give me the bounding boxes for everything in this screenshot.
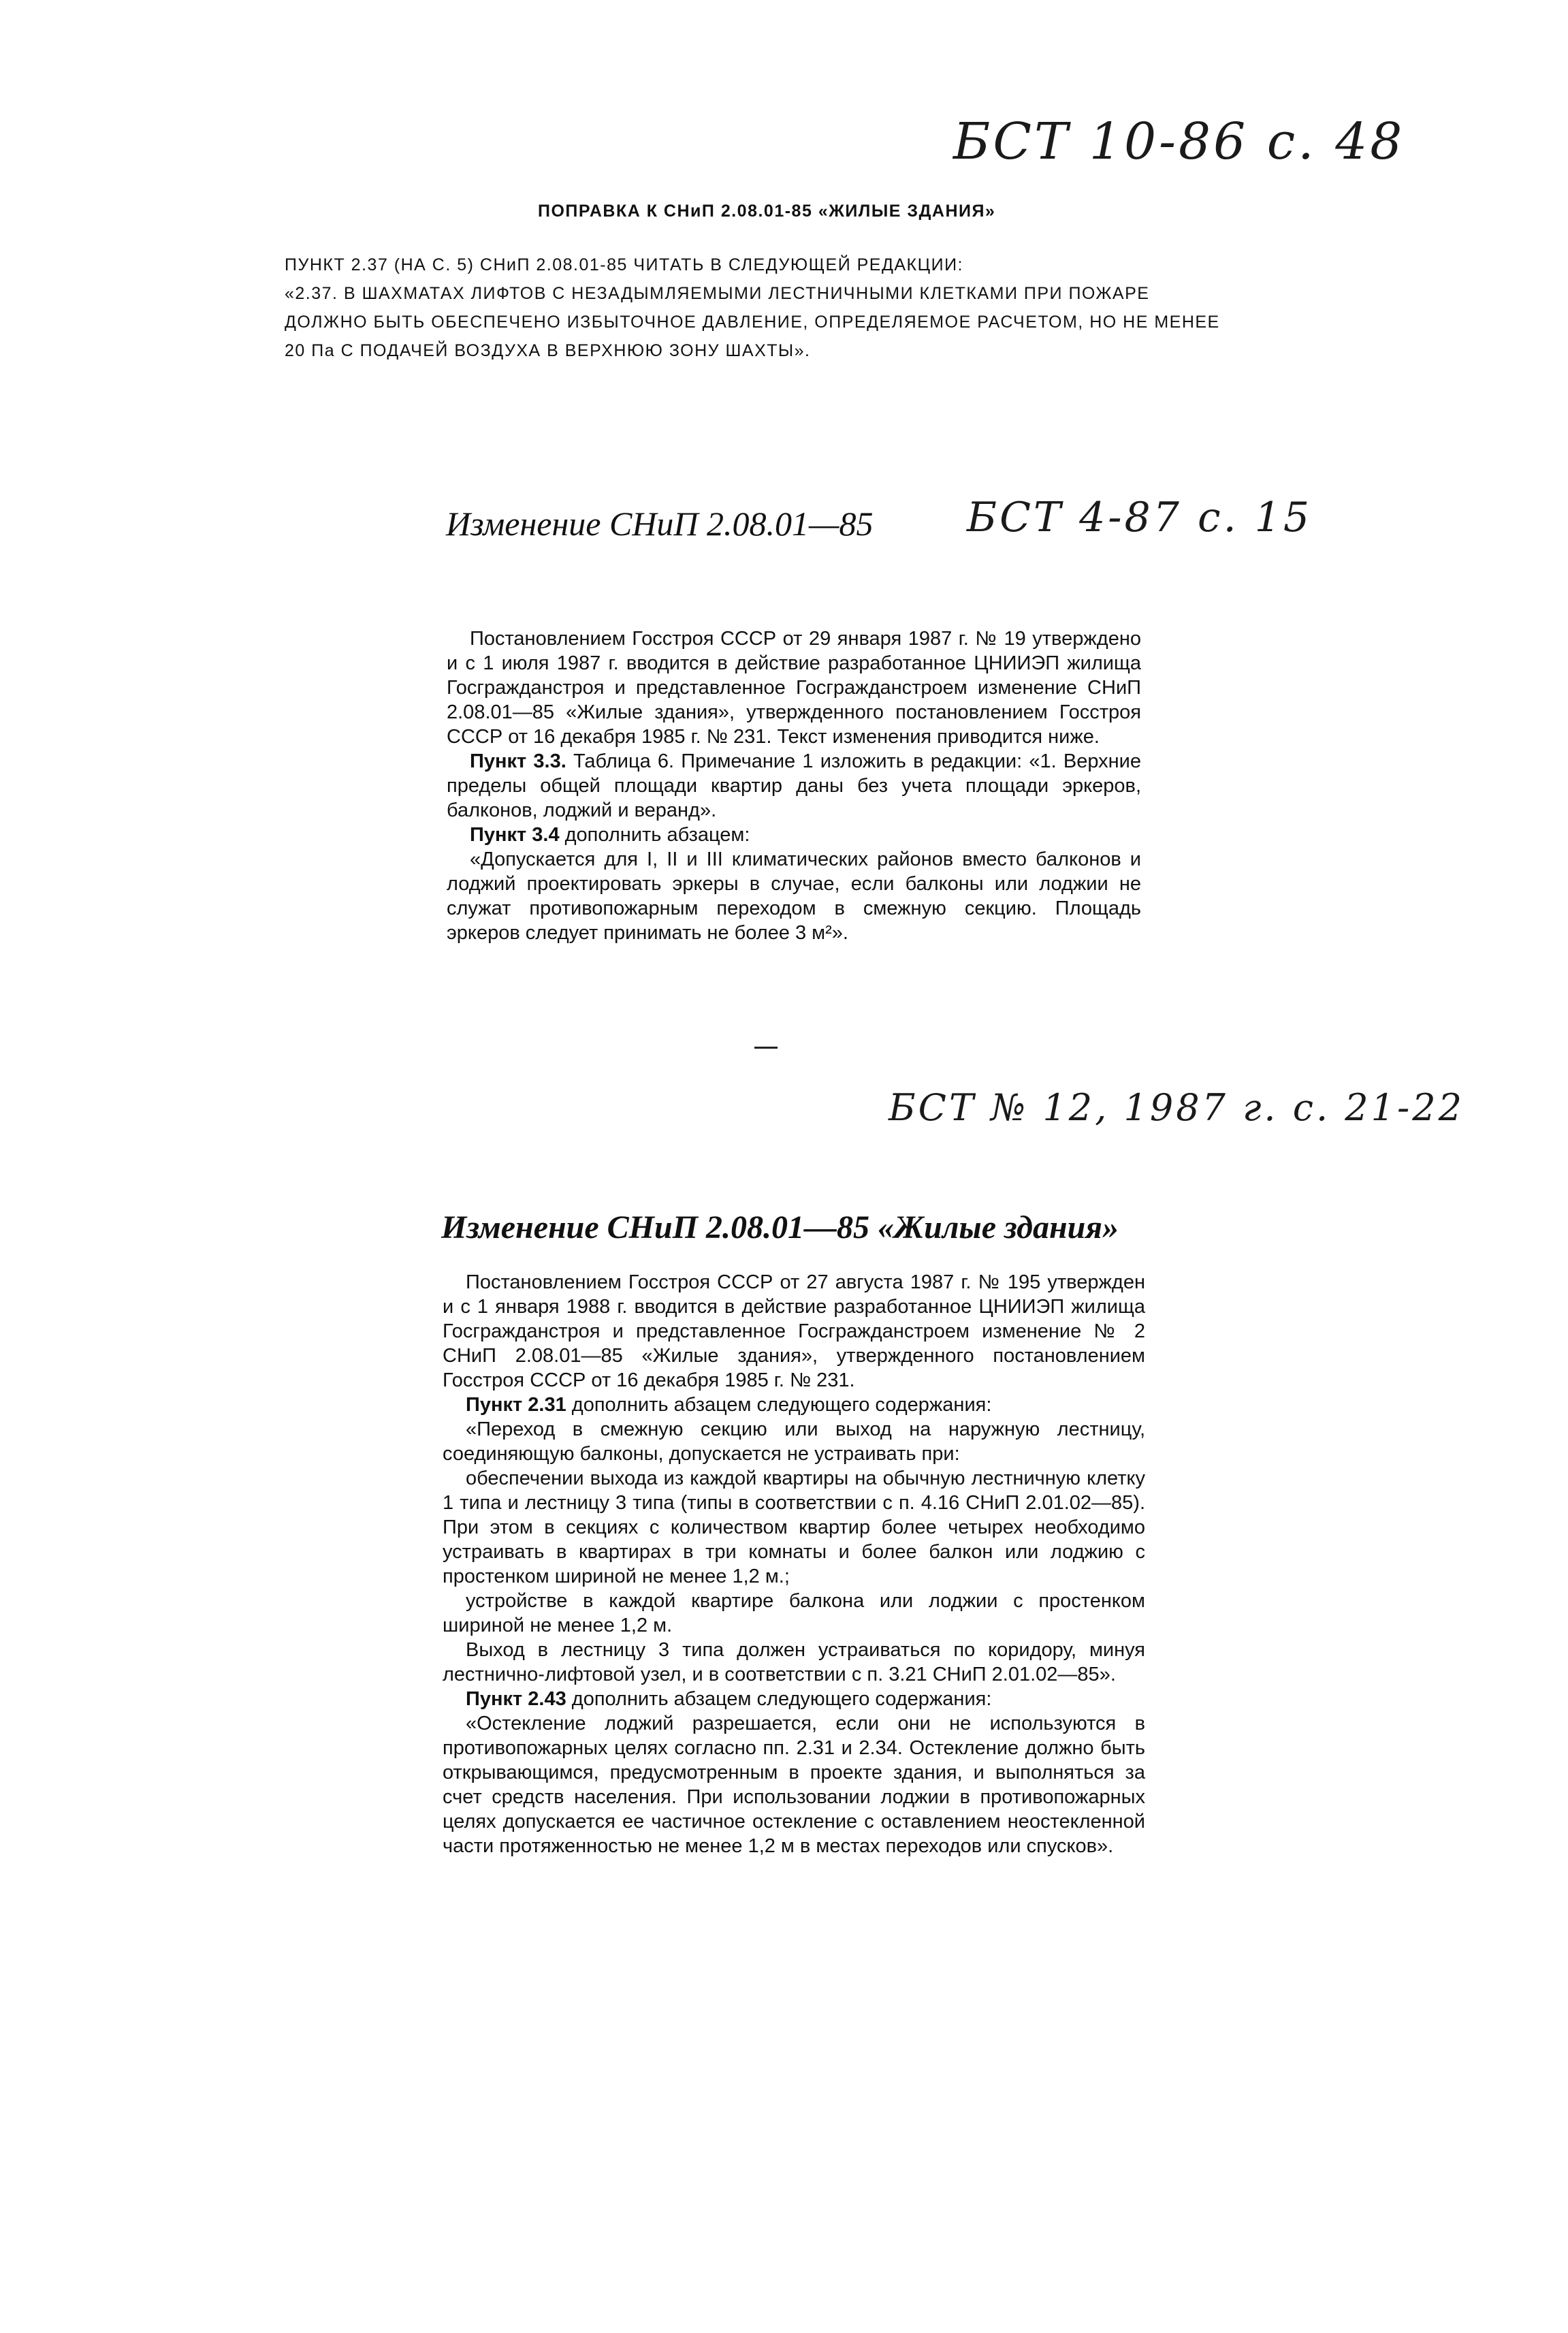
change2-condition-1: обеспечении выхода из каждой квартиры на обычную лестничную клетку 1 типа и лестницу 3 типа (типы в соответствии с п. 4.16 СНиП 2.01.02—85). При этом в секциях с количеством квартир более четырех необходимо устраивать в квартирах в три комнаты и более балкон или лоджию с простенком шириной не менее 1,2 м.; (443, 1467, 1145, 1587)
item-text: Таблица 6. Примечание 1 изложить в редакции: «1. Верхние пределы общей площади квартир даны без учета площади эркеров, балконов, лоджий и веранд». (447, 750, 1142, 821)
change1-item-3-3 (447, 749, 1141, 823)
correction-line: «2.37. В ШАХМАТАХ ЛИФТОВ С НЕЗАДЫМЛЯЕМЫМИ ЛЕСТНИЧНЫМИ КЛЕТКАМИ ПРИ ПОЖАРЕ (285, 284, 1150, 303)
change2-glazing-quote: «Остекление лоджий разрешается, если они не используются в противопожарных целях согласно пп. 2.31 и 2.34. Остекление должно быть открывающимся, предусмотренным в проекте здания, и выполняться за счет средств населения. При использовании лоджии в противопожарных целях допускается ее частичное остекление с оставлением неостекленной части протяженностью не менее 1,2 м в местах переходов или спусков». (443, 1713, 1145, 1857)
change1-title: Изменение СНиП 2.08.01—85 (446, 505, 874, 543)
change1-body (447, 626, 1141, 945)
change2-title: Изменение СНиП 2.08.01—85 «Жилые здания» (441, 1209, 1119, 1245)
handwritten-reference-top: БСТ 10-86 с. 48 (953, 112, 1405, 171)
item-text: дополнить абзацем следующего содержания: (566, 1688, 992, 1710)
change2-condition-2: устройстве в каждой квартире балкона или лоджии с простенком шириной не менее 1,2 м. (443, 1590, 1145, 1636)
item-text: дополнить абзацем следующего содержания: (566, 1394, 992, 1416)
change1-quote: «Допускается для I, II и III климатических районов вместо балконов и лоджий проектировать эркеры в случае, если балконы или лоджии не служат противопожарным переходом в смежную секцию. Площадь эркеров следует принимать не более 3 м²». (447, 848, 1141, 944)
change1-item-3-4 (447, 823, 1141, 847)
item-label: Пункт 2.31 (466, 1394, 566, 1416)
correction-line: 20 Па С ПОДАЧЕЙ ВОЗДУХА В ВЕРХНЮЮ ЗОНУ ШАХТЫ». (285, 341, 811, 360)
correction-title: ПОПРАВКА К СНиП 2.08.01-85 «ЖИЛЫЕ ЗДАНИЯ» (538, 202, 996, 221)
change2-item-2-43 (443, 1687, 1145, 1711)
change2-exit-rule: Выход в лестницу 3 типа должен устраиваться по коридору, минуя лестнично-лифтовой узел, и в соответствии с п. 3.21 СНиП 2.01.02—85». (443, 1639, 1145, 1685)
item-label: Пункт 2.43 (466, 1688, 566, 1710)
change2-quote-start: «Переход в смежную секцию или выход на наружную лестницу, соединяющую балконы, допускается не устраивать при: (443, 1418, 1145, 1465)
change2-body (443, 1270, 1145, 1858)
handwritten-reference-lower: БСТ № 12, 1987 г. с. 21-22 (889, 1086, 1465, 1129)
item-text: дополнить абзацем: (559, 824, 750, 846)
change2-intro: Постановлением Госстроя СССР от 27 августа 1987 г. № 195 утвержден и с 1 января 1988 г. вводится в действие разработанное ЦНИИЭП жилища Госгражданстроя и представленное Госгражданстроем изменение № 2 СНиП 2.08.01—85 «Жилые здания», утвержденного постановлением Госстроя СССР от 16 декабря 1985 г. № 231. (443, 1271, 1145, 1391)
item-label: Пункт 3.3. (470, 750, 566, 772)
item-label: Пункт 3.4 (470, 824, 560, 846)
section-divider (754, 1047, 778, 1049)
correction-body (285, 251, 1306, 365)
correction-line: ДОЛЖНО БЫТЬ ОБЕСПЕЧЕНО ИЗБЫТОЧНОЕ ДАВЛЕНИЕ, ОПРЕДЕЛЯЕМОЕ РАСЧЕТОМ, НО НЕ МЕНЕЕ (285, 313, 1220, 332)
change1-intro: Постановлением Госстроя СССР от 29 января 1987 г. № 19 утверждено и с 1 июля 1987 г. вводится в действие разработанное ЦНИИЭП жилища Госгражданстроя и представленное Госгражданстроем изменение СНиП 2.08.01—85 «Жилые здания», утвержденного постановлением Госстроя СССР от 16 декабря 1985 г. № 231. Текст изменения приводится ниже. (447, 628, 1141, 748)
handwritten-reference-middle: БСТ 4-87 с. 15 (967, 494, 1313, 541)
change2-item-2-31 (443, 1393, 1145, 1417)
correction-line: ПУНКТ 2.37 (НА С. 5) СНиП 2.08.01-85 ЧИТАТЬ В СЛЕДУЮЩЕЙ РЕДАКЦИИ: (285, 255, 963, 274)
